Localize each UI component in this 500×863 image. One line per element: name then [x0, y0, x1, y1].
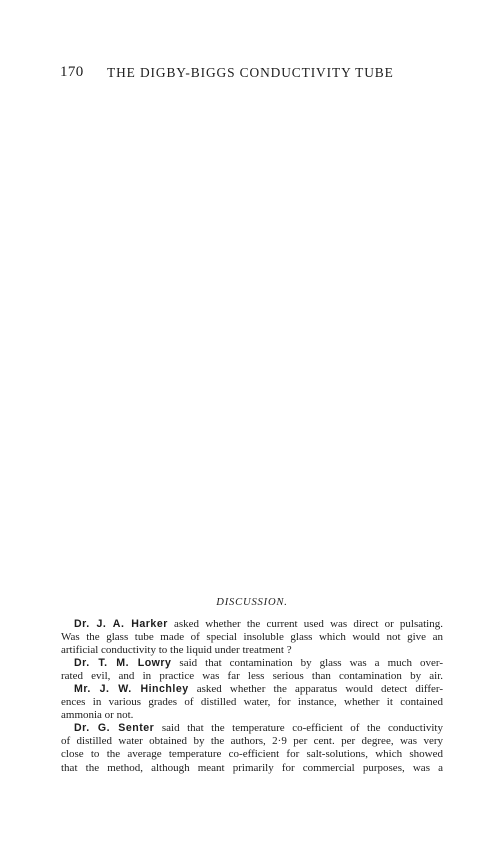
paragraph-line: ences in various grades of distilled water, for instance, whether it contained	[61, 696, 443, 709]
discussion-section	[61, 596, 443, 775]
page-number: 170	[60, 64, 84, 80]
running-head	[60, 64, 450, 82]
paragraph-line: Was the glass tube made of special insoluble glass which would not give an	[61, 631, 443, 644]
paragraph-line: of distilled water obtained by the authors, 2·9 per cent. per degree, was very	[61, 735, 443, 748]
paragraph-line	[61, 618, 443, 631]
discussion-paragraph-hinchley	[61, 683, 443, 722]
paragraph-line: ammonia or not.	[61, 709, 134, 722]
paragraph-line	[61, 722, 443, 735]
running-title: THE DIGBY-BIGGS CONDUCTIVITY TUBE	[107, 65, 394, 80]
section-heading: DISCUSSION.	[216, 597, 288, 608]
paragraph-line: that the method, although meant primarily for commercial purposes, was a	[61, 761, 443, 774]
speaker-name: Mr. J. W. Hinchley	[74, 683, 189, 696]
blank-figure-area	[60, 100, 444, 580]
speaker-name: Dr. G. Senter	[74, 722, 155, 735]
paragraph-line	[61, 657, 443, 670]
discussion-paragraph-senter	[61, 722, 443, 774]
speaker-name: Dr. J. A. Harker	[74, 618, 168, 630]
paragraph-line	[61, 683, 443, 696]
paragraph-line: close to the average temperature co-efficient for salt-solutions, which showed	[61, 748, 443, 761]
discussion-paragraph-lowry	[61, 657, 443, 683]
line-text: said that contamination by glass was a much over-	[171, 657, 443, 670]
discussion-paragraph-harker	[61, 618, 443, 657]
line-text: asked whether the current used was direct or pulsating.	[167, 618, 443, 630]
line-text: asked whether the apparatus would detect differ-	[188, 683, 444, 696]
paragraph-line: artificial conductivity to the liquid under treatment ?	[61, 644, 292, 657]
line-text: said that the temperature co-efficient of the conductivity	[154, 722, 443, 735]
paragraph-line: rated evil, and in practice was far less serious than contamination by air.	[61, 670, 443, 683]
speaker-name: Dr. T. M. Lowry	[74, 657, 172, 670]
